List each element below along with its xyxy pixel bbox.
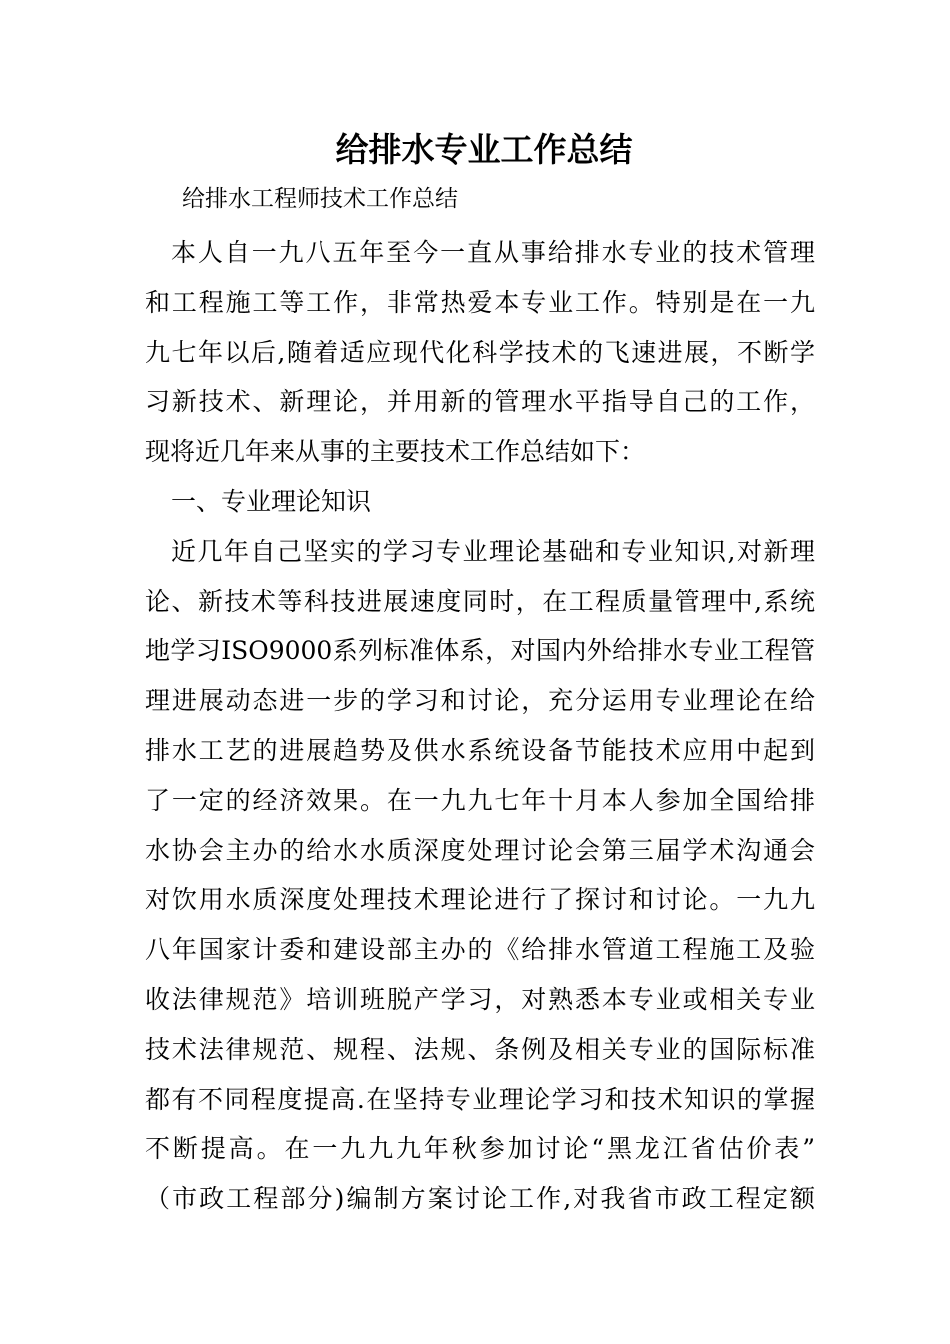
paragraph-line: 技术法律规范、规程、法规、条例及相关专业的国际标准: [145, 1034, 815, 1064]
paragraph-line: 水协会主办的给水水质深度处理讨论会第三届学术沟通会: [145, 835, 815, 865]
paragraph-line: 九七年以后,随着适应现代化科学技术的飞速进展，不断学: [145, 337, 815, 367]
paragraph-line: 都有不同程度提高.在坚持专业理论学习和技术知识的掌握: [145, 1084, 815, 1114]
paragraph-line: 不断提高。在一九九九年秋参加讨论“黑龙江省估价表”: [145, 1134, 815, 1164]
document-body: [145, 228, 815, 1224]
paragraph-line: （市政工程部分)编制方案讨论工作,对我省市政工程定额: [145, 1184, 815, 1214]
paragraph-line: 习新技术、新理论，并用新的管理水平指导自己的工作，: [145, 387, 815, 417]
paragraph-line: 地学习ISO9000系列标准体系，对国内外给排水专业工程管: [145, 636, 815, 666]
paragraph-line: 了一定的经济效果。在一九九七年十月本人参加全国给排: [145, 785, 815, 815]
paragraph-line: 对饮用水质深度处理技术理论进行了探讨和讨论。一九九: [145, 885, 815, 915]
section-heading: 一、专业理论知识: [171, 486, 372, 516]
document-title: 给排水专业工作总结: [335, 130, 633, 169]
paragraph-line: 本人自一九八五年至今一直从事给排水专业的技术管理: [171, 238, 815, 267]
paragraph-line: 排水工艺的进展趋势及供水系统设备节能技术应用中起到: [145, 735, 815, 765]
paragraph-line: 和工程施工等工作，非常热爱本专业工作。特别是在一九: [145, 287, 815, 317]
paragraph-line: 近几年自己坚实的学习专业理论基础和专业知识,对新理: [171, 536, 815, 566]
paragraph-line: 收法律规范》培训班脱产学习，对熟悉本专业或相关专业: [145, 984, 815, 1014]
document-subtitle: 给排水工程师技术工作总结: [182, 186, 458, 212]
paragraph-line: 现将近几年来从事的主要技术工作总结如下：: [145, 437, 646, 467]
paragraph-line: 理进展动态进一步的学习和讨论，充分运用专业理论在给: [145, 686, 815, 716]
paragraph-line: 八年国家计委和建设部主办的《给排水管道工程施工及验: [145, 935, 815, 965]
paragraph-line: 论、新技术等科技进展速度同时，在工程质量管理中,系统: [145, 586, 815, 616]
